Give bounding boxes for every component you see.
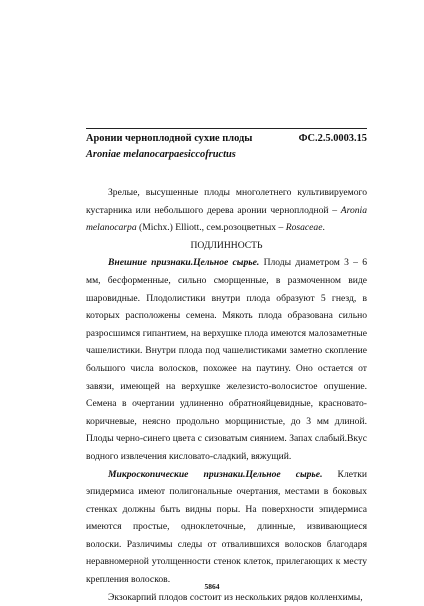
intro-paragraph [86,184,367,237]
intro-text: Зрелые, высушенные плоды многолетнего культивируемого кустарника или небольшого дерева аронии черноплодной – [86,187,367,216]
microscopic-features-paragraph [86,466,367,589]
monograph-header [86,133,367,144]
family-latin-name: Rosaceae [285,222,323,234]
intro-text-2: (Michx.) Elliott., сем.розоцветных – [136,222,286,234]
microscopic-features-text: Клетки эпидермиса имеют полигональные очертания, местами в боковых стенках должны быть видны поры. На поверхности эпидермиса имеются простые, одноклеточные, длинные, извивающиеся волоски. Различимы следы от отвалившихся волосков благодаря неравномерной утолщенности стенок клеток, прилегающих к месту крепления волосков. [86,468,367,586]
section-heading: ПОДЛИННОСТЬ [190,239,263,251]
intro-text-3: . [322,222,325,234]
exocarp-paragraph: Экзокарпий плодов состоит из нескольких рядов колленхимы, [108,591,363,603]
plant-latin-name: Aronia melanocarpa [86,204,367,234]
monograph-code: ФС.2.5.0003.15 [298,133,367,144]
external-features-paragraph [86,254,367,465]
page-number: 5864 [204,582,220,591]
external-features-lead: Внешние признаки.Цельное сырье. [108,257,260,269]
external-features-text: Плоды диаметром 3 – 6 мм, бесформенные, сильно сморщенные, в размоченном виде шаровидные. Плодолистики внутри плода образуют 5 гнезд, в которых расположены семена. Мякоть плода образована сильно разросшимся гипантием, на верхушке плода имеются малозаметные чашелистики. Внутри плода под чашелистиками заметно скопление большого числа волосков, похожее на паутину. Оно остается от завязи, имеющей на верхушке железисто-волосистое опушение. Семена в очертании удлиненно обратнояйцевидные, красновато-коричневые, неясно продольно морщинистые, до 3 мм длиной. Плоды черно-синего цвета с сизоватым сиянием. Запах слабый.Вкус водного извлечения кисловато-сладкий, вяжущий. [86,257,368,462]
monograph-body [86,184,367,606]
microscopic-features-lead: Микроскопические признаки.Цельное сырье. [108,468,323,480]
monograph-latin-name: Aroniae melanocarpaesiccofructus [86,149,236,160]
header-rule [86,128,367,129]
monograph-title: Аронии черноплодной сухие плоды [86,133,253,144]
